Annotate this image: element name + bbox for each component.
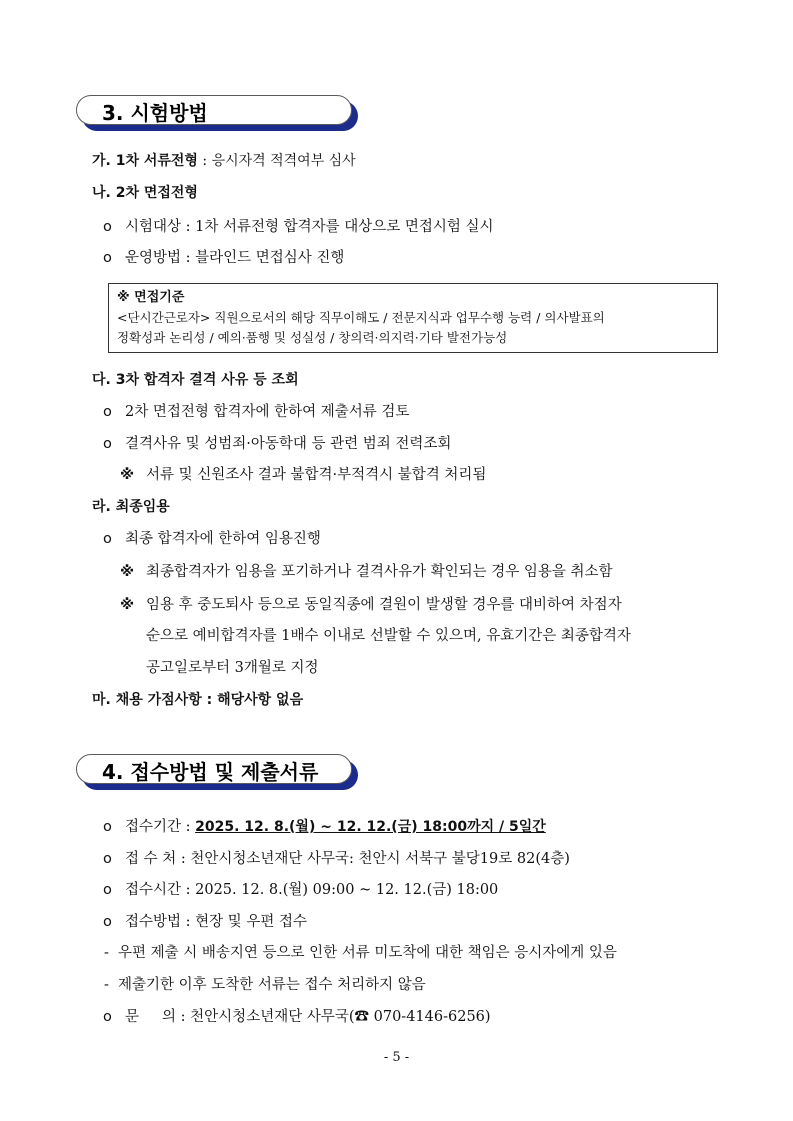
item-ga-head: 가. 1차 서류전형 (92, 153, 198, 169)
bullet-marker: o (103, 219, 112, 235)
note-marker: ※ (120, 564, 135, 580)
section-4-header (76, 754, 358, 788)
bullet-text: 접 수 처 : 천안시청소년재단 사무국: 천안시 서북구 불당19로 82(4층) (125, 851, 570, 867)
item-ga (92, 150, 356, 170)
bullet-line (103, 910, 307, 931)
dash-line (104, 941, 617, 962)
box-line: <단시간근로자> 직원으로서의 해당 직무이해도 / 전문지식과 업무수행 능력 / 의사발표의 (117, 310, 605, 325)
bullet-text: 2차 면접전형 합격자에 한하여 제출서류 검토 (125, 404, 410, 420)
note-text: 임용 후 중도퇴사 등으로 동일직종에 결원이 발생할 경우를 대비하여 차점자 (146, 597, 622, 613)
bullet-marker: o (103, 531, 112, 547)
section-3-title: 3. 시험방법 (102, 101, 208, 125)
section-4-title: 4. 접수방법 및 제출서류 (102, 760, 319, 784)
bullet-text: 접수방법 : 현장 및 우편 접수 (125, 914, 308, 930)
note-line (120, 593, 622, 614)
item-ra-head: 라. 최종임용 (92, 499, 170, 515)
note-marker: ※ (120, 467, 135, 483)
bullet-line (103, 527, 321, 548)
bullet-text: 최종 합격자에 한하여 임용진행 (125, 531, 321, 547)
application-period-value: 2025. 12. 8.(월) ~ 12. 12.(금) 18:00까지 / 5일간 (195, 819, 546, 835)
dash-text: 제출기한 이후 도착한 서류는 접수 처리하지 않음 (118, 977, 426, 993)
bullet-text: 결격사유 및 성범죄·아동학대 등 관련 범죄 전력조회 (125, 436, 452, 452)
page-number: - 5 - (383, 1050, 410, 1065)
bullet-line (103, 1005, 491, 1026)
note-marker: ※ (120, 597, 135, 613)
bullet-text: 시험대상 : 1차 서류전형 합격자를 대상으로 면접시험 실시 (125, 219, 494, 235)
note-line (120, 463, 486, 484)
dash-marker: - (104, 977, 109, 993)
bullet-line (103, 215, 494, 236)
box-title: ※ 면접기준 (117, 290, 185, 305)
bullet-marker: o (103, 851, 112, 867)
item-ga-desc: : 응시자격 적격여부 심사 (197, 153, 356, 169)
item-da-head: 다. 3차 합격자 결격 사유 등 조회 (92, 372, 299, 388)
bullet-line (103, 847, 570, 868)
bullet-line (103, 400, 409, 421)
bullet-marker: o (103, 819, 112, 835)
bullet-label: 접수기간 : (125, 819, 196, 835)
note-line (120, 560, 612, 581)
dash-text: 우편 제출 시 배송지연 등으로 인한 서류 미도착에 대한 책임은 응시자에게 있음 (118, 945, 617, 961)
bullet-text: 운영방법 : 블라인드 면접심사 진행 (125, 250, 345, 266)
bullet-marker: o (103, 1009, 112, 1025)
bullet-line (103, 432, 451, 453)
bullet-marker: o (103, 404, 112, 420)
dash-marker: - (104, 945, 109, 961)
bullet-text: 접수시간 : 2025. 12. 8.(월) 09:00 ~ 12. 12.(금) 18:00 (125, 882, 499, 898)
note-text: 최종합격자가 임용을 포기하거나 결격사유가 확인되는 경우 임용을 취소함 (146, 564, 613, 580)
bullet-line (103, 878, 498, 899)
box-line: 정확성과 논리성 / 예의·품행 및 성실성 / 창의력·의지력·기타 발전가능성 (117, 330, 508, 345)
bullet-marker: o (103, 436, 112, 452)
section-3-header (76, 95, 358, 129)
bullet-line (103, 246, 344, 267)
note-continuation: 공고일로부터 3개월로 지정 (146, 660, 319, 676)
bullet-marker: o (103, 882, 112, 898)
item-ma-head: 마. 채용 가점사항 : 해당사항 없음 (92, 692, 304, 708)
dash-line (104, 973, 426, 994)
bullet-marker: o (103, 250, 112, 266)
bullet-text: 문 의 : 천안시청소년재단 사무국(☎ 070-4146-6256) (125, 1009, 491, 1025)
item-na-head: 나. 2차 면접전형 (92, 185, 198, 201)
note-continuation: 순으로 예비합격자를 1배수 이내로 선발할 수 있으며, 유효기간은 최종합격자 (146, 628, 631, 644)
bullet-line (103, 815, 546, 836)
interview-criteria-box (108, 283, 718, 353)
note-text: 서류 및 신원조사 결과 불합격·부적격시 불합격 처리됨 (146, 467, 487, 483)
bullet-marker: o (103, 914, 112, 930)
